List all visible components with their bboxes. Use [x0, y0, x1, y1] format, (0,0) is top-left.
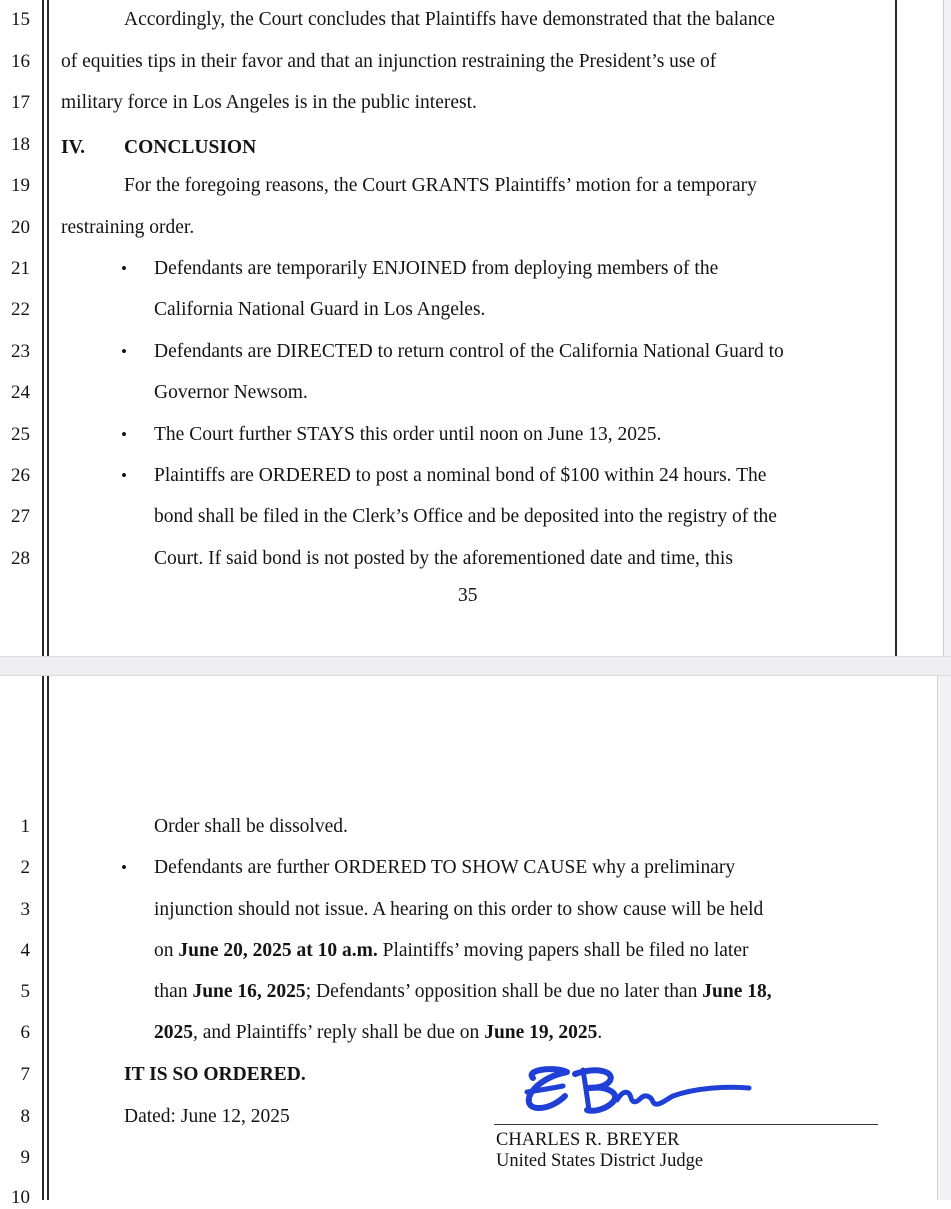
list-item-text: California National Guard in Los Angeles. — [154, 299, 486, 320]
line-number: 21 — [11, 258, 30, 279]
list-item-text: Order shall be dissolved. — [154, 816, 348, 837]
list-item-text: than June 16, 2025; Defendants’ opposition shall be due no later than June 18, — [154, 981, 772, 1002]
line-number: 25 — [11, 424, 30, 445]
margin-rule — [42, 0, 44, 656]
paragraph-text: Accordingly, the Court concludes that Plaintiffs have demonstrated that the balance — [124, 9, 775, 30]
section-heading: CONCLUSION — [124, 137, 257, 158]
margin-rule-right — [895, 0, 897, 656]
list-item-text: Defendants are temporarily ENJOINED from deploying members of the — [154, 258, 719, 279]
signer-name: CHARLES R. BREYER — [496, 1130, 680, 1150]
line-number: 26 — [11, 465, 30, 486]
line-number: 16 — [11, 51, 30, 72]
bullet: • — [121, 342, 127, 361]
list-item-text: Court. If said bond is not posted by the aforementioned date and time, this — [154, 548, 733, 569]
line-number: 23 — [11, 341, 30, 362]
line-number: 2 — [20, 857, 30, 878]
signature-image — [505, 1062, 755, 1122]
line-number: 22 — [11, 299, 30, 320]
hearing-date: June 20, 2025 at 10 a.m. — [178, 940, 378, 961]
margin-rule — [42, 676, 44, 1200]
line-number: 28 — [11, 548, 30, 569]
line-number: 10 — [11, 1187, 30, 1208]
line-number: 1 — [20, 816, 30, 837]
paragraph-text: For the foregoing reasons, the Court GRANTS Plaintiffs’ motion for a temporary — [124, 175, 757, 196]
line-number: 27 — [11, 506, 30, 527]
line-number: 8 — [20, 1106, 30, 1127]
margin-rule — [47, 676, 49, 1200]
paragraph-text: of equities tips in their favor and that an injunction restraining the President’s use of — [61, 51, 717, 72]
so-ordered-heading: IT IS SO ORDERED. — [124, 1064, 306, 1085]
line-number: 20 — [11, 217, 30, 238]
page-separator — [0, 656, 951, 676]
page-edge — [943, 0, 951, 656]
paragraph-text: restraining order. — [61, 217, 195, 238]
paragraph-text: military force in Los Angeles is in the public interest. — [61, 92, 477, 113]
line-number: 9 — [20, 1147, 30, 1168]
list-item-text: The Court further STAYS this order until noon on June 13, 2025. — [154, 424, 662, 445]
moving-papers-date: June 16, 2025 — [192, 981, 306, 1002]
list-item-text: Defendants are further ORDERED TO SHOW CAUSE why a preliminary — [154, 857, 736, 878]
list-item-text: injunction should not issue. A hearing on this order to show cause will be held — [154, 899, 764, 920]
bullet: • — [121, 858, 127, 877]
list-item-text: 2025, and Plaintiffs’ reply shall be due on June 19, 2025. — [154, 1022, 603, 1043]
line-number: 19 — [11, 175, 30, 196]
list-item-text: on June 20, 2025 at 10 a.m. Plaintiffs’ moving papers shall be filed no later — [154, 940, 749, 961]
line-number: 6 — [20, 1022, 30, 1043]
line-number: 3 — [20, 899, 30, 920]
list-item-text: Plaintiffs are ORDERED to post a nominal bond of $100 within 24 hours. The — [154, 465, 767, 486]
line-number: 18 — [11, 134, 30, 155]
reply-date: June 19, 2025 — [484, 1022, 598, 1043]
list-item-text: Defendants are DIRECTED to return control of the California National Guard to — [154, 341, 784, 362]
opposition-date: June 18, — [702, 981, 772, 1002]
page-number: 35 — [458, 585, 478, 606]
line-number: 4 — [20, 940, 30, 961]
bullet: • — [121, 259, 127, 278]
margin-rule — [47, 0, 49, 656]
bullet: • — [121, 425, 127, 444]
signature-line — [494, 1124, 878, 1125]
signer-title: United States District Judge — [496, 1151, 704, 1171]
section-number: IV. — [61, 137, 86, 158]
bullet: • — [121, 466, 127, 485]
line-number: 17 — [11, 92, 30, 113]
page-edge — [937, 676, 951, 1200]
date-line: Dated: June 12, 2025 — [124, 1106, 290, 1127]
list-item-text: bond shall be filed in the Clerk’s Office and be deposited into the registry of the — [154, 506, 777, 527]
line-number: 7 — [20, 1064, 30, 1085]
list-item-text: Governor Newsom. — [154, 382, 308, 403]
line-number: 15 — [11, 9, 30, 30]
line-number: 24 — [11, 382, 30, 403]
line-number: 5 — [20, 981, 30, 1002]
